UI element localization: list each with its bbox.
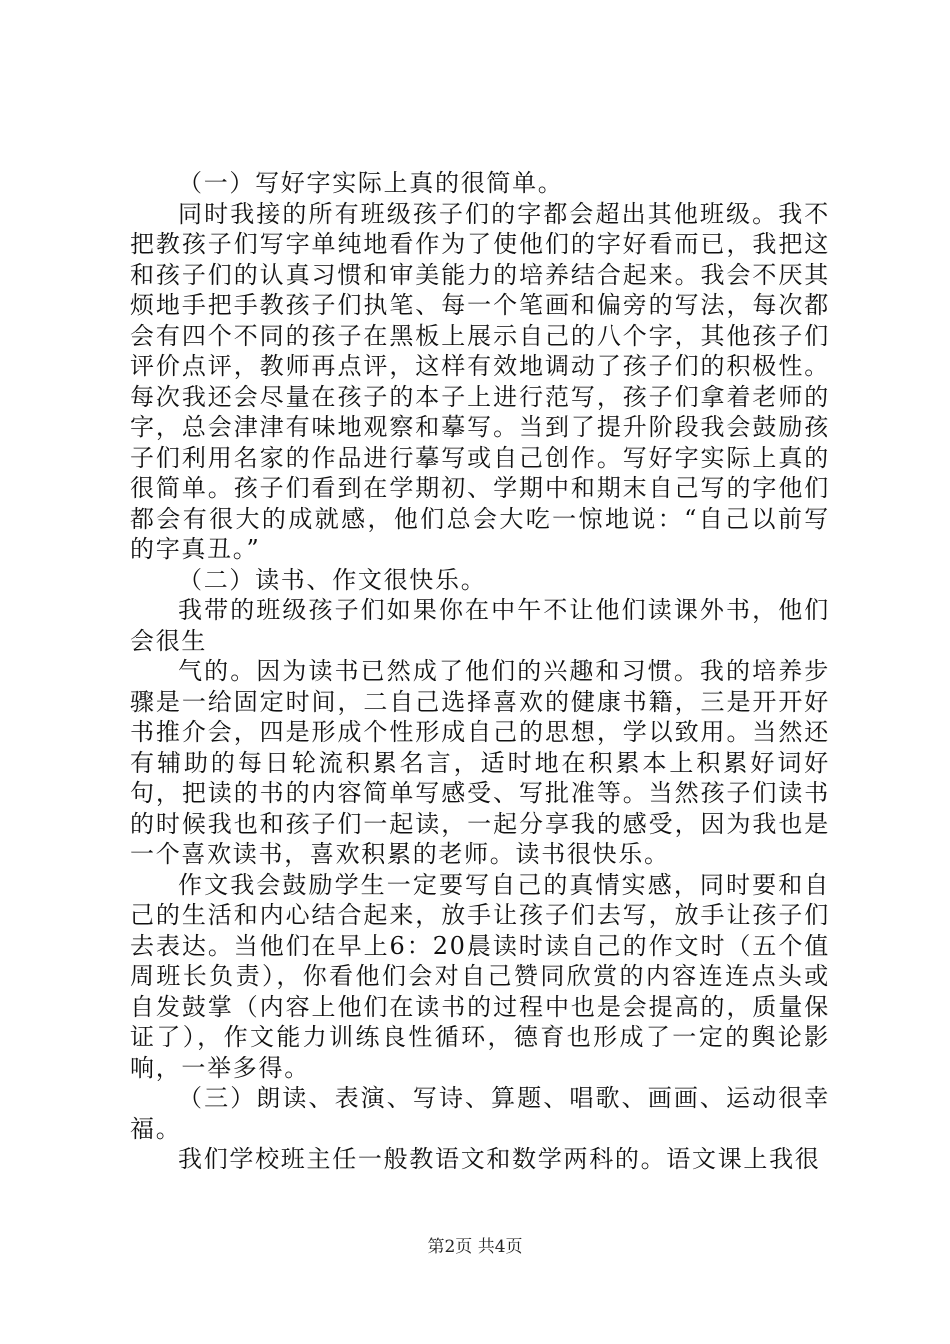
- paragraph-reading: 气的。因为读书已然成了他们的兴趣和习惯。我的培养步骤是一给固定时间，二自己选择喜欢的健康书籍，三是开开好书推介会，四是形成个性形成自己的思想，学以致用。当然还有辅助的每日轮流积累名言，适时地在积累本上积累好词好句，把读的书的内容简单写感受、写批准等。当然孩子们读书的时候我也和孩子们一起读，一起分享我的感受，因为我也是一个喜欢读书，喜欢积累的老师。读书很快乐。: [130, 657, 830, 868]
- page-footer: [0, 1236, 950, 1258]
- paragraph-composition: 作文我会鼓励学生一定要写自己的真情实感，同时要和自己的生活和内心结合起来，放手让孩子们去写，放手让孩子们去表达。当他们在早上6：20晨读时读自己的作文时（五个值周班长负责），你看他们会对自己赞同欣赏的内容连连点头或自发鼓掌（内容上他们在读书的过程中也是会提高的，质量保证了），作文能力训练良性循环，德育也形成了一定的舆论影响，一举多得。: [130, 870, 830, 1082]
- section-heading-reading: （二）读书、作文很快乐。: [178, 565, 487, 594]
- page-number: 第2页 共4页: [427, 1237, 523, 1257]
- section-heading-activities: （三）朗读、表演、写诗、算题、唱歌、画画、运动很幸福。: [130, 1084, 830, 1143]
- paragraph-reading-intro: 我带的班级孩子们如果你在中午不让他们读课外书，他们会很生: [130, 596, 830, 655]
- paragraph-activities: 我们学校班主任一般教语文和数学两科的。语文课上我很: [178, 1145, 821, 1173]
- section-heading-writing: （一）写好字实际上真的很简单。: [178, 169, 564, 197]
- document-body: [130, 168, 830, 1175]
- paragraph-writing: 同时我接的所有班级孩子们的字都会超出其他班级。我不把教孩子们写字单纯地看作为了使他们的字好看而已，我把这和孩子们的认真习惯和审美能力的培养结合起来。我会不厌其烦地手把手教孩子们执笔、每一个笔画和偏旁的写法，每次都会有四个不同的孩子在黑板上展示自己的八个字，其他孩子们评价点评，教师再点评，这样有效地调动了孩子们的积极性。每次我还会尽量在孩子的本子上进行范写，孩子们拿着老师的字，总会津津有味地观察和摹写。当到了提升阶段我会鼓励孩子们利用名家的作品进行摹写或自己创作。写好字实际上真的很简单。孩子们看到在学期初、学期中和期末自己写的字他们都会有很大的成就感，他们总会大吃一惊地说：“自己以前写的字真丑。”: [130, 199, 830, 563]
